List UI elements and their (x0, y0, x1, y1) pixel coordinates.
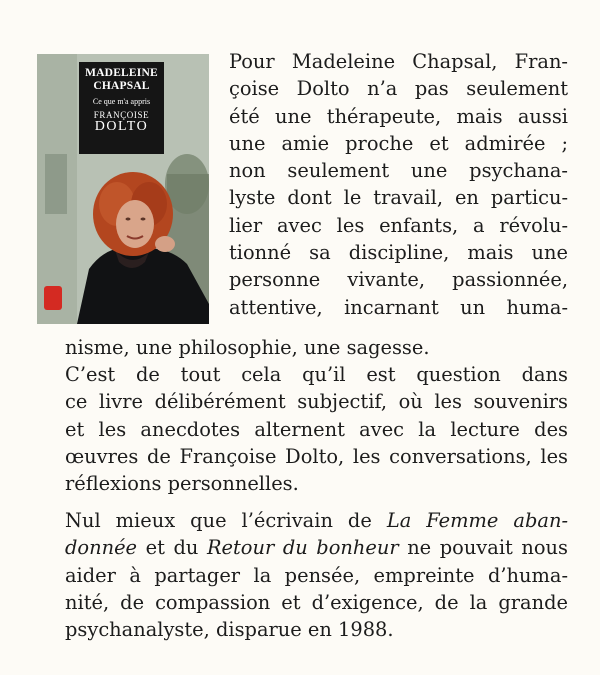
text-line: non seulement une psychana- (229, 159, 568, 183)
text-line: œuvres de Françoise Dolto, les conversations, les (65, 444, 568, 468)
text-line: aider à partager la pensée, empreinte d’huma- (65, 563, 568, 587)
cover-subject (79, 109, 164, 133)
paragraph-1-last-line (65, 334, 568, 361)
book-title-la-femme-abandonnee: La Femme aban- (386, 509, 568, 532)
publisher-logo-icon (44, 286, 62, 310)
cover-title-box (79, 62, 164, 154)
text-line: psychanalyste, disparue en 1988. (65, 618, 394, 642)
text-line: été une thérapeute, mais aussi (229, 104, 568, 128)
text-line: lyste dont le travail, en particu- (229, 186, 568, 210)
text-line: lier avec les enfants, a révolu- (229, 213, 568, 237)
text-line (65, 507, 568, 534)
paragraph-1 (229, 48, 568, 321)
text-line (65, 361, 568, 388)
cover-subject-first: FRANÇOISE (93, 110, 150, 120)
text-segment: Nul mieux que l’écrivain de (65, 509, 387, 532)
text-line: nisme, une philosophie, une sagesse. (65, 336, 430, 359)
text-segment: et du (137, 536, 207, 560)
text-line: attentive, incarnant un huma- (229, 295, 568, 319)
text-line: tionné sa discipline, mais une (229, 241, 568, 265)
text-line-content: C’est de tout cela qu’il est question dans (65, 363, 568, 386)
cover-subtitle: Ce que m'a appris (92, 97, 151, 106)
cover-subject-last: DOLTO (94, 119, 149, 134)
text-line (65, 534, 568, 561)
text-line: ce livre délibérément subjectif, où les souvenirs (65, 390, 568, 414)
text-line: réflexions personnelles. (65, 472, 299, 496)
book-title-la-femme-abandonnee-cont: donnée (65, 536, 138, 560)
text-segment: ne pouvait nous (398, 536, 568, 560)
text-line: çoise Dolto n’a pas seulement (229, 77, 568, 101)
cover-author: MADELEINE CHAPSAL (85, 67, 158, 92)
text-line: nité, de compassion et d’exigence, de la grande (65, 590, 568, 614)
text-line: et les anecdotes alternent avec la lecture des (65, 417, 568, 441)
text-line: une amie proche et admirée ; (229, 131, 568, 155)
paragraph-2 (65, 361, 568, 497)
book-cover (37, 54, 209, 324)
text-line: Pour Madeleine Chapsal, Fran- (229, 50, 568, 73)
text-line: personne vivante, passionnée, (229, 268, 568, 292)
book-title-retour-du-bonheur: Retour du bonheur (206, 536, 399, 560)
paragraph-3 (65, 507, 568, 643)
